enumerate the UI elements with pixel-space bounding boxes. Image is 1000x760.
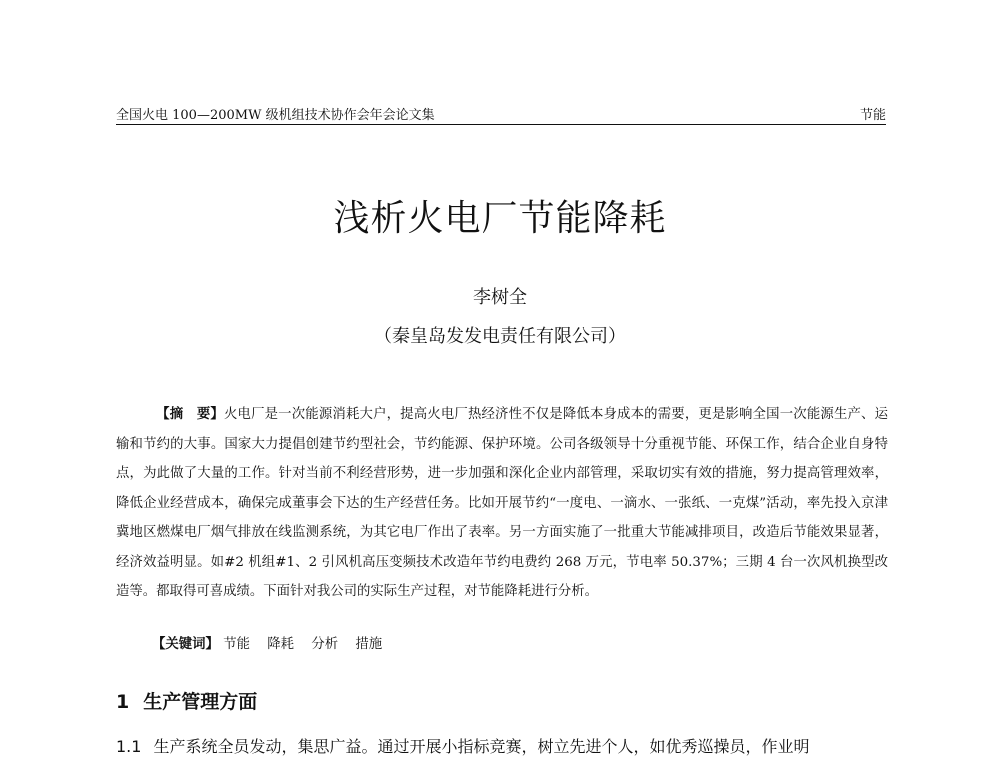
keyword-item: 分析 bbox=[311, 637, 339, 652]
header-category: 节能 bbox=[859, 108, 886, 123]
paper-title: 浅析火电厂节能降耗 bbox=[333, 198, 667, 239]
keywords-label: 【关键词】 bbox=[152, 636, 219, 652]
author-name: 李树全 bbox=[473, 287, 527, 308]
section-number: 1 bbox=[116, 691, 130, 713]
body-paragraph bbox=[116, 734, 896, 757]
paragraph-text: 生产系统全员发动，集思广益。通过开展小指标竞赛，树立先进个人，如优秀巡操员，作业明 bbox=[153, 737, 810, 756]
section-title: 生产管理方面 bbox=[143, 691, 258, 713]
paragraph-number: 1.1 bbox=[116, 737, 142, 756]
keyword-item: 降耗 bbox=[267, 637, 295, 652]
abstract-label: 【摘 要】 bbox=[156, 406, 224, 422]
running-header bbox=[116, 102, 886, 125]
keyword-item: 节能 bbox=[223, 637, 250, 652]
header-proceedings-title: 全国火电 100—200MW 级机组技术协作会年会论文集 bbox=[116, 108, 435, 123]
keywords bbox=[152, 633, 395, 656]
keyword-item: 措施 bbox=[355, 637, 383, 652]
abstract bbox=[116, 400, 888, 607]
author-affiliation: （秦皇岛发发电责任有限公司） bbox=[374, 326, 626, 347]
abstract-text: 火电厂是一次能源消耗大户，提高火电厂热经济性不仅是降低本身成本的需要，更是影响全国一次能源生产、运输和节约的大事。国家大力提倡创建节约型社会，节约能源、保护环境。公司各级领导十分重视节能、环保工作，结合企业自身特点，为此做了大量的工作。针对当前不利经营形势，进一步加强和深化企业内部管理，采取切实有效的措施，努力提高管理效率，降低企业经营成本，确保完成董事会下达的生产经营任务。比如开展节约“一度电、一滴水、一张纸、一克煤”活动，率先投入京津冀地区燃煤电厂烟气排放在线监测系统，为其它电厂作出了表率。另一方面实施了一批重大节能减排项目，改造后节能效果显著，经济效益明显。如#2 机组#1、2 引风机高压变频技术改造年节约电费约 268 万元，节电率 50.37%；三期 4 台一次风机换型改造等。都取得可喜成绩。下面针对我公司的实际生产过程，对节能降耗进行分析。 bbox=[116, 407, 889, 599]
section-heading bbox=[116, 687, 257, 714]
